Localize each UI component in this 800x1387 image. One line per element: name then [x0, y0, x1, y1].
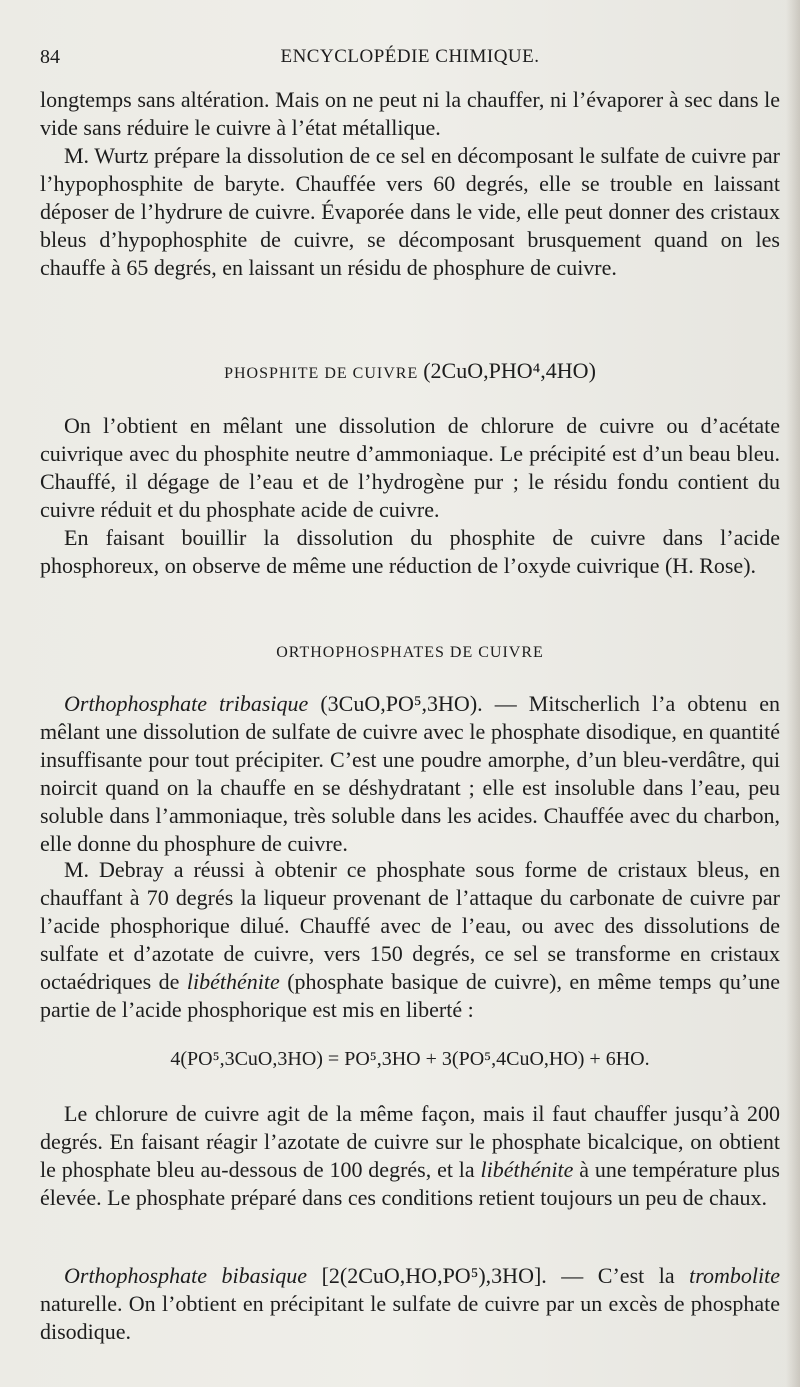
paragraph-tribasique: [40, 690, 780, 858]
paragraph-wurtz: M. Wurtz prépare la dissolution de ce sel en décomposant le sulfate de cuivre par l’hypophosphite de baryte. Chauffée vers 60 degrés, elle se trouble en laissant déposer de l’hydrure de cuivre. Évaporée dans le vide, elle peut donner des cristaux bleus d’hypophosphite de cuivre, se décomposant brusquement quand on les chauffe à 65 degrés, en laissant un résidu de phosphure de cuivre.: [40, 143, 780, 280]
paragraph-chlorure: [40, 1100, 780, 1212]
section-title: PHOSPHITE DE CUIVRE: [224, 365, 419, 382]
text-debray: M. Debray a réussi à obtenir ce phosphate sous forme de cristaux bleus, en chauffant à 70 degrés la liqueur provenant de l’attaque du carbonate de cuivre par l’acide phosphorique dilué. Chauffé avec de l’eau, ou avec des dissolutions de sulfate et d’azotate de cuivre, vers 150 degrés, ce sel se transforme en cristaux octaédriques de: [40, 857, 780, 994]
section-formula: (2CuO,PHO⁴,4HO): [423, 358, 596, 383]
section-heading-orthophosphates: [40, 640, 780, 663]
paragraph-phosphite-preparation: On l’obtient en mêlant une dissolution de chlorure de cuivre ou d’acétate cuivrique avec du phosphite neutre d’ammoniaque. Le précipité est d’un beau bleu. Chauffé, il dégage de l’eau et de l’hydrogène pur ; le résidu fondu contient du cuivre réduit et du phosphate acide de cuivre.: [40, 413, 780, 522]
page-number: 84: [40, 46, 60, 68]
paragraph-continuation: longtemps sans altération. Mais on ne peut ni la chauffer, ni l’évaporer à sec dans le vide sans réduire le cuivre à l’état métallique.: [40, 87, 780, 140]
paragraph-bibasique: [40, 1262, 780, 1346]
term-trombolite: trombolite: [689, 1263, 780, 1288]
formula-tribasique: (3CuO,PO⁵,3HO).: [320, 691, 483, 716]
text-chlorure: Le chlorure de cuivre agit de la même façon, mais il faut chauffer jusqu’à 200 degrés. En faisant réagir l’azotate de cuivre sur le phosphate bicalcique, on obtient le phosphate bleu au-dessous de 100 degrés, et la: [40, 1101, 780, 1182]
text-chlorure-end: à une température plus élevée. Le phosphate préparé dans ces conditions retient toujours un peu de chaux.: [40, 1157, 780, 1210]
text-bibasique: — C’est la: [546, 1263, 690, 1288]
term-libethenite: libéthénite: [480, 1157, 574, 1182]
term-libethenite: libéthénite: [186, 969, 280, 994]
text-bibasique-end: naturelle. On l’obtient en précipitant le sulfate de cuivre par un excès de phosphate disodique.: [40, 1291, 780, 1344]
text-debray-end: (phosphate basique de cuivre), en même temps qu’une partie de l’acide phosphorique est mis en liberté :: [40, 969, 781, 1022]
formula-bibasique: [2(2CuO,HO,PO⁵),3HO].: [321, 1263, 547, 1288]
section-heading-phosphite: [40, 358, 780, 384]
paragraph-debray: [40, 856, 780, 1024]
running-title: ENCYCLOPÉDIE CHIMIQUE.: [280, 46, 540, 67]
term-bibasique: Orthophosphate bibasique: [64, 1263, 308, 1288]
paragraph-phosphite-reduction: En faisant bouillir la dissolution du phosphite de cuivre dans l’acide phosphoreux, on observe de même une réduction de l’oxyde cuivrique (H. Rose).: [40, 525, 780, 578]
chemical-equation: 4(PO⁵,3CuO,3HO) = PO⁵,3HO + 3(PO⁵,4CuO,HO) + 6HO.: [170, 1048, 650, 1070]
page-edge-shadow: [786, 0, 800, 1387]
term-tribasique: Orthophosphate tribasique: [64, 691, 309, 716]
section-title: ORTHOPHOSPHATES DE CUIVRE: [276, 644, 544, 661]
text-tribasique: — Mitscherlich l’a obtenu en mêlant une dissolution de sulfate de cuivre avec le phosphate disodique, en quantité insuffisante pour tout précipiter. C’est une poudre amorphe, d’un bleu-verdâtre, qui noircit quand on la chauffe en se déshydratant ; elle est insoluble dans l’eau, peu soluble dans l’ammoniaque, très soluble dans les acides. Chauffée avec du charbon, elle donne du phosphure de cuivre.: [40, 691, 780, 856]
page-header: [40, 46, 780, 76]
